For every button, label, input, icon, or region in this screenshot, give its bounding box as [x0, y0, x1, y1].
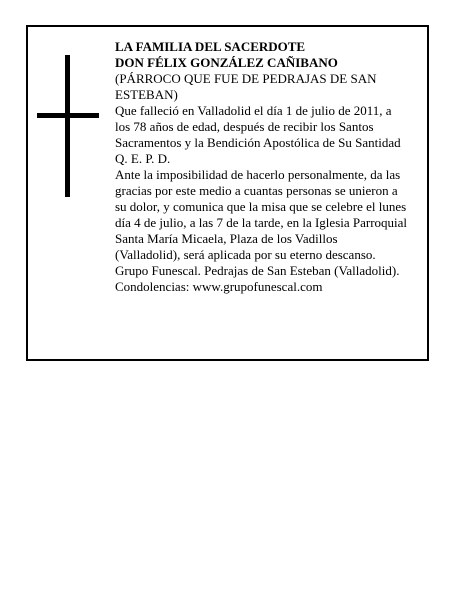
thanks-line-5: Santa María Micaela, Plaza de los Vadillos — [115, 231, 338, 246]
funeral-home-line: Grupo Funescal. Pedrajas de San Esteban (Valladolid). — [115, 263, 400, 278]
cross-vertical-bar — [65, 55, 70, 197]
heading-line-name: DON FÉLIX GONZÁLEZ CAÑIBANO — [115, 55, 338, 70]
thanks-line-4: día 4 de julio, a las 7 de la tarde, en la Iglesia Parroquial — [115, 215, 408, 230]
thanks-line-2: gracias por este medio a cuantas personas se unieron a — [115, 183, 398, 198]
obituary-notice — [26, 25, 429, 361]
parish-line-2: ESTEBAN) — [115, 87, 178, 102]
cross-horizontal-bar — [37, 113, 99, 118]
cross-icon — [37, 55, 101, 197]
thanks-line-3: su dolor, y comunica que la misa que se celebre el lunes — [115, 199, 407, 214]
thanks-line-6: (Valladolid), será aplicada por su eterno descanso. — [115, 247, 376, 262]
death-line-4: Q. E. P. D. — [115, 151, 171, 166]
condolences-line: Condolencias: www.grupofunescal.com — [115, 279, 323, 294]
death-line-2: los 78 años de edad, después de recibir los Santos — [115, 119, 374, 134]
notice-text — [115, 39, 425, 295]
thanks-line-1: Ante la imposibilidad de hacerlo personalmente, da las — [115, 167, 401, 182]
parish-line-1: (PÁRROCO QUE FUE DE PEDRAJAS DE SAN — [115, 71, 377, 86]
heading-line-family: LA FAMILIA DEL SACERDOTE — [115, 39, 306, 54]
death-line-1: Que falleció en Valladolid el día 1 de julio de 2011, a — [115, 103, 392, 118]
death-line-3: Sacramentos y la Bendición Apostólica de Su Santidad — [115, 135, 401, 150]
